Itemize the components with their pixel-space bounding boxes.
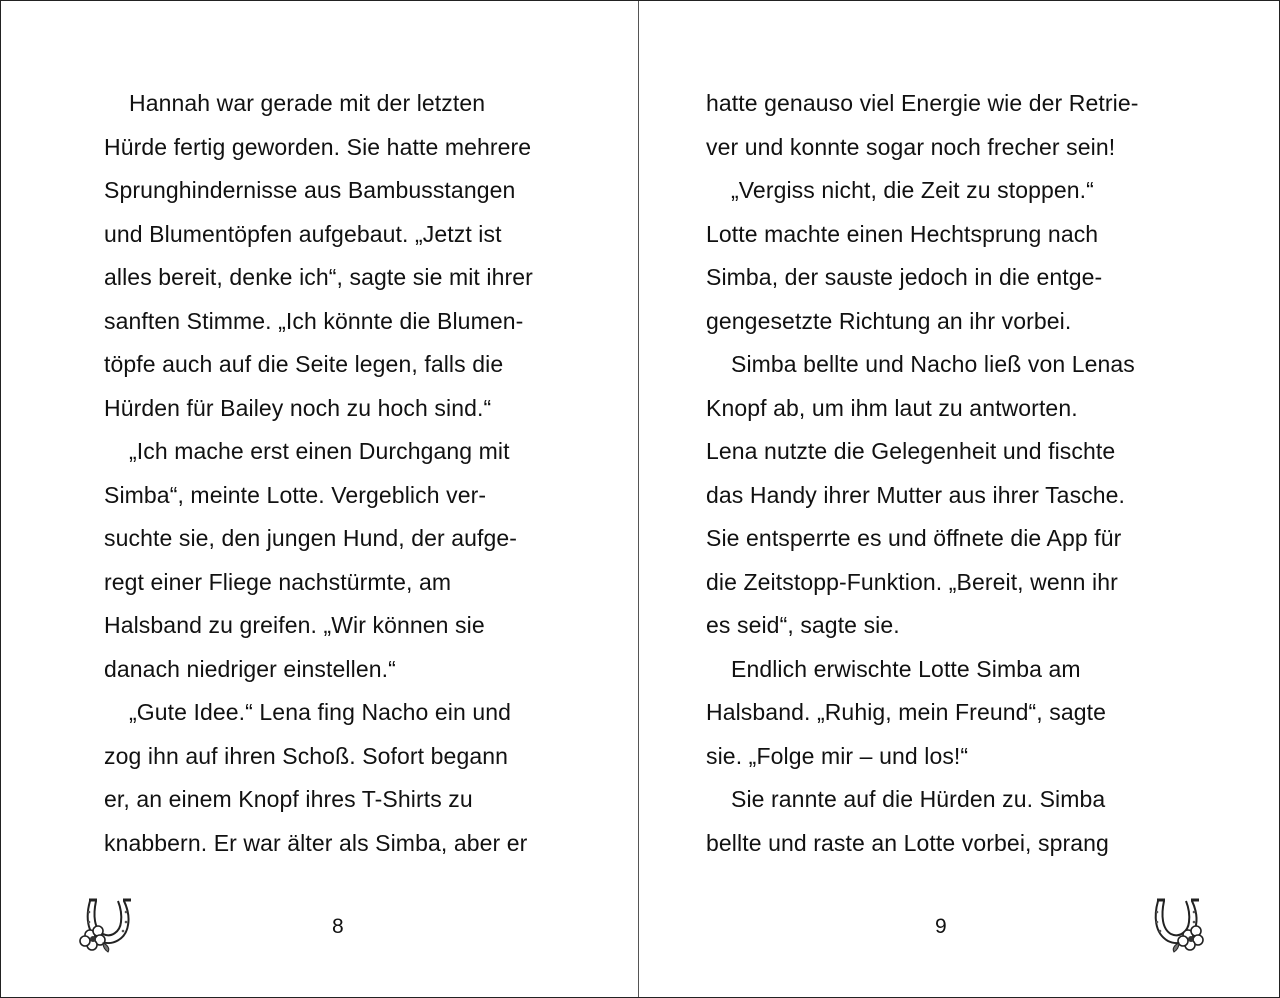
text-line: zog ihn auf ihren Schoß. Sofort begann bbox=[104, 742, 509, 769]
text-line: Sprunghindernisse aus Bambusstangen bbox=[104, 177, 516, 203]
text-line: Simba, der sauste jedoch in die entge- bbox=[706, 264, 1103, 290]
page-number: 8 bbox=[332, 915, 344, 938]
text-line: und Blumentöpfen aufgebaut. „Jetzt ist bbox=[104, 220, 502, 247]
page-number: 9 bbox=[935, 915, 947, 938]
text-line: Simba“, meinte Lotte. Vergeblich ver- bbox=[104, 481, 487, 508]
text-line: Sie entsperrte es und öffnete die App für bbox=[706, 525, 1122, 551]
text-line: Halsband. „Ruhig, mein Freund“, sagte bbox=[706, 699, 1107, 725]
text-line: regt einer Fliege nachstürmte, am bbox=[104, 568, 452, 595]
text-line: knabbern. Er war älter als Simba, aber er bbox=[104, 829, 528, 856]
text-line: töpfe auch auf die Seite legen, falls die bbox=[104, 351, 504, 377]
text-line: Simba bellte und Nacho ließ von Lenas bbox=[731, 351, 1135, 377]
text-line: alles bereit, denke ich“, sagte sie mit ihrer bbox=[104, 264, 533, 290]
text-line: bellte und raste an Lotte vorbei, sprang bbox=[706, 829, 1109, 856]
text-line: Lena nutzte die Gelegenheit und fischte bbox=[706, 438, 1116, 464]
left-page bbox=[1, 1, 639, 997]
text-line: hatte genauso viel Energie wie der Retrie- bbox=[706, 90, 1139, 116]
text-line: danach niedriger einstellen.“ bbox=[104, 655, 396, 682]
text-line: es seid“, sagte sie. bbox=[706, 612, 900, 638]
left-page-text bbox=[104, 82, 533, 865]
text-line: sanften Stimme. „Ich könnte die Blumen- bbox=[104, 307, 524, 334]
text-line: Hürde fertig geworden. Sie hatte mehrere bbox=[104, 133, 532, 160]
text-line: „Gute Idee.“ Lena fing Nacho ein und bbox=[129, 699, 512, 725]
text-line: Endlich erwischte Lotte Simba am bbox=[731, 655, 1081, 682]
horseshoe-flower-icon bbox=[78, 895, 136, 955]
text-line: suchte sie, den jungen Hund, der aufge- bbox=[104, 525, 518, 551]
text-line: „Ich mache erst einen Durchgang mit bbox=[129, 438, 510, 464]
text-line: Hürden für Bailey noch zu hoch sind.“ bbox=[104, 394, 492, 421]
right-page-text bbox=[706, 82, 1139, 865]
horseshoe-flower-icon bbox=[1146, 895, 1204, 955]
text-line: er, an einem Knopf ihres T-Shirts zu bbox=[104, 786, 473, 812]
text-line: Hannah war gerade mit der letzten bbox=[129, 90, 486, 116]
text-line: sie. „Folge mir – und los!“ bbox=[706, 742, 969, 769]
text-line: gengesetzte Richtung an ihr vorbei. bbox=[706, 307, 1072, 334]
text-line: die Zeitstopp-Funktion. „Bereit, wenn ihr bbox=[706, 568, 1118, 595]
right-page bbox=[639, 1, 1277, 997]
text-line: Knopf ab, um ihm laut zu antworten. bbox=[706, 394, 1078, 421]
text-line: ver und konnte sogar noch frecher sein! bbox=[706, 133, 1116, 160]
text-line: „Vergiss nicht, die Zeit zu stoppen.“ bbox=[731, 177, 1094, 203]
text-line: Lotte machte einen Hechtsprung nach bbox=[706, 220, 1099, 247]
text-line: Halsband zu greifen. „Wir können sie bbox=[104, 612, 485, 638]
text-line: Sie rannte auf die Hürden zu. Simba bbox=[731, 786, 1106, 812]
text-line: das Handy ihrer Mutter aus ihrer Tasche. bbox=[706, 481, 1126, 508]
